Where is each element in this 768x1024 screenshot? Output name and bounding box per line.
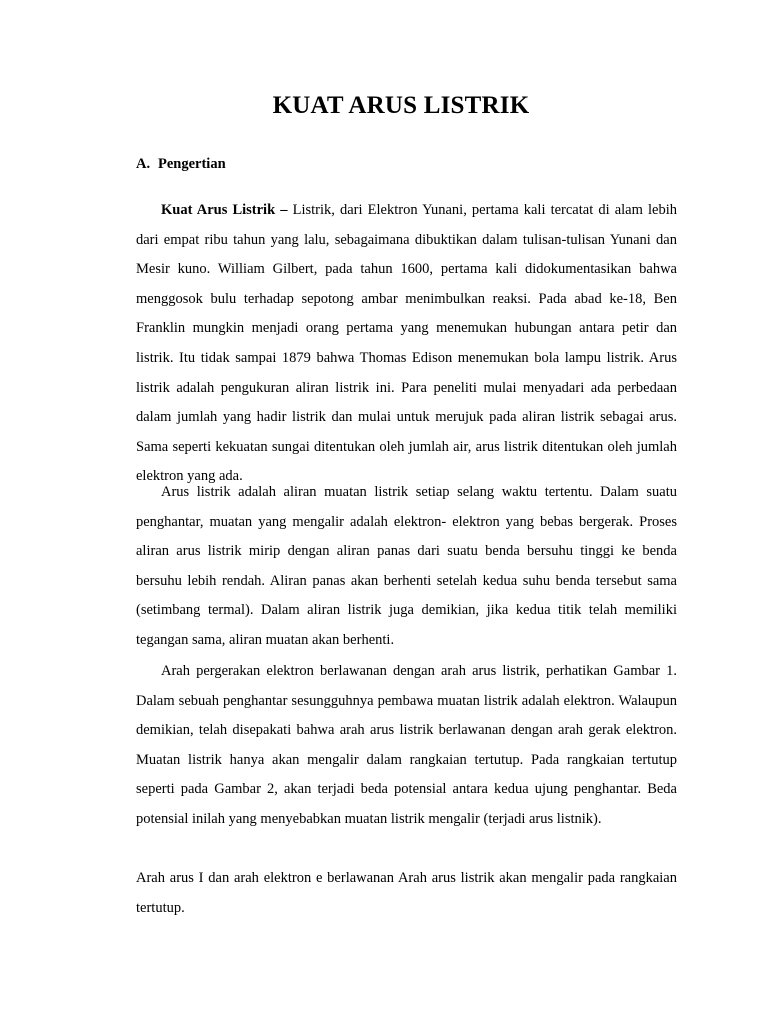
section-heading-text: Pengertian	[158, 156, 226, 172]
page-title: KUAT ARUS LISTRIK	[272, 92, 530, 119]
section-number: A.	[136, 156, 151, 172]
paragraph-1-text: Listrik, dari Elektron Yunani, pertama kali tercatat di alam lebih dari empat ribu tahun yang lalu, sebagaimana dibuktikan dalam tulisan-tulisan Yunani dan Mesir kuno. William Gilbert, pada tahun 1600, pertama kali didokumentasikan bahwa menggosok bulu terhadap sepotong ambar menimbulkan reaksi. Pada abad ke-18, Ben Franklin mungkin menjadi orang pertama yang menemukan hubungan antara petir dan listrik. Itu tidak sampai 1879 bahwa Thomas Edison menemukan bola lampu listrik. Arus listrik adalah pengukuran aliran listrik ini. Para peneliti mulai menyadari ada perbedaan dalam jumlah yang hadir listrik dan mulai untuk merujuk pada aliran listrik sebagai arus. Sama seperti kekuatan sungai ditentukan oleh jumlah air, arus listrik ditentukan oleh jumlah elektron yang ada.	[136, 202, 677, 485]
paragraph-2: Arus listrik adalah aliran muatan listrik setiap selang waktu tertentu. Dalam suatu penghantar, muatan yang mengalir adalah elektron- elektron yang bebas bergerak. Proses aliran arus listrik mirip dengan aliran panas dari suatu benda bersuhu tinggi ke benda bersuhu lebih rendah. Aliran panas akan berhenti setelah kedua suhu benda tersebut sama (setimbang termal). Dalam aliran listrik juga demikian, jika kedua titik telah memiliki tegangan sama, aliran muatan akan berhenti.	[136, 484, 677, 648]
paragraph-3: Arah pergerakan elektron berlawanan dengan arah arus listrik, perhatikan Gambar 1. Dalam sebuah penghantar sesungguhnya pembawa muatan listrik adalah elektron. Walaupun demikian, telah disepakati bahwa arah arus listrik berlawanan dengan arah gerak elektron. Muatan listrik hanya akan mengalir dalam rangkaian tertutup. Pada rangkaian tertutup seperti pada Gambar 2, akan terjadi beda potensial antara kedua ujung penghantar. Beda potensial inilah yang menyebabkan muatan listrik mengalir (terjadi arus listnik).	[136, 663, 677, 827]
section-heading	[136, 156, 226, 173]
paragraph-1-lead: Kuat Arus Listrik –	[161, 202, 288, 218]
paragraph-4: Arah arus I dan arah elektron e berlawanan Arah arus listrik akan mengalir pada rangkaian tertutup.	[136, 870, 677, 916]
paragraph-1	[136, 196, 677, 492]
